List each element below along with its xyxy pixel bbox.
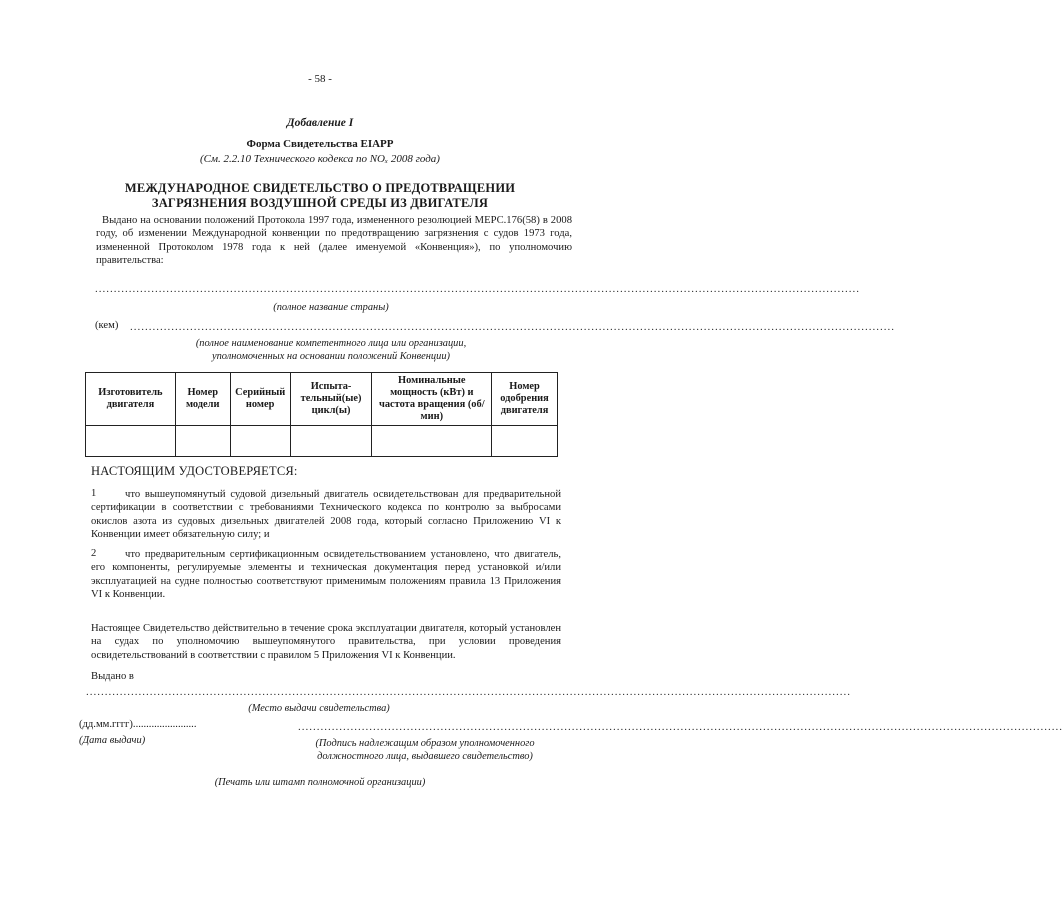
by-label: (кем): [95, 320, 119, 331]
certificate-title-line-1: МЕЖДУНАРОДНОЕ СВИДЕТЕЛЬСТВО О ПРЕДОТВРАЩЕНИИ: [124, 181, 516, 195]
issued-at-label: Выдано в: [91, 671, 134, 682]
table-cell[interactable]: [230, 426, 290, 457]
table-cell[interactable]: [175, 426, 230, 457]
header-model-number: Номер модели: [175, 373, 230, 426]
intro-paragraph: Выдано на основании положений Протокола 1997 года, измененного резолюцией МЕРС.176(58) в 2008 году, об изменении Международной конвенции по предотвращению загрязнения с судов 1973 года, измененной Протоколом 1978 года к ней (далее именуемой «Конвенция»), по уполномочию правительства:: [96, 215, 572, 267]
engine-data-table: [85, 372, 558, 457]
place-note: (Место выдачи свидетельства): [248, 703, 390, 714]
item-2-text: что предварительным сертификационным освидетельствованием установлено, что двигатель, его компоненты, регулируемые элементы и техническая документация перед установкой и/или эксплуатацией на судне полностью соответствуют применимым положениям правила 13 Приложения VI к Конвенции.: [91, 549, 561, 601]
item-1-number: 1: [91, 488, 97, 499]
header-test-cycle: Испыта- тельный(ые) цикл(ы): [290, 373, 372, 426]
appendix-heading: Добавление I: [286, 117, 354, 129]
signature-note-line-1: (Подпись надлежащим образом уполномоченного: [315, 738, 535, 749]
header-serial-number: Серийный номер: [230, 373, 290, 426]
table-cell[interactable]: [372, 426, 492, 457]
header-rated-power-speed: Номинальные мощность (кВт) и частота вращения (об/мин): [372, 373, 492, 426]
authority-line: ............................................................................................................................................................................................................: [130, 321, 895, 333]
certificate-title-line-2: ЗАГРЯЗНЕНИЯ ВОЗДУШНОЙ СРЕДЫ ИЗ ДВИГАТЕЛЯ: [151, 196, 489, 210]
certificate-title: [90, 181, 550, 211]
signature-line: ............................................................................................................................................................................................................: [298, 721, 1063, 733]
country-note: (полное название страны): [273, 302, 389, 313]
header-approval-number: Номер одобрения двигателя: [492, 373, 558, 426]
table-cell[interactable]: [86, 426, 176, 457]
place-line: ............................................................................................................................................................................................................: [86, 686, 851, 698]
item-2-number: 2: [91, 548, 97, 559]
authority-note-line-2: уполномоченных на основании положений Конвенции): [212, 351, 450, 362]
page-number: - 58 -: [308, 73, 332, 85]
table-cell[interactable]: [290, 426, 372, 457]
date-note: (Дата выдачи): [79, 735, 146, 746]
signature-note: [290, 737, 560, 763]
item-1-text: что вышеупомянутый судовой дизельный двигатель освидетельствован для предварительной сертификации в соответствии с требованиями Технического кодекса по контролю за выбросами окислов азота из судовых дизельных двигателей 2008 года, который согласно Приложению VI к Конвенции имеет обязательную силу; и: [91, 489, 561, 541]
table-row: [86, 426, 558, 457]
signature-note-line-2: должностного лица, выдавшего свидетельство): [317, 751, 533, 762]
authority-note-line-1: (полное наименование компетентного лица или организации,: [195, 338, 467, 349]
table-header-row: [86, 373, 558, 426]
header-manufacturer: Изготовитель двигателя: [86, 373, 176, 426]
form-reference: (См. 2.2.10 Технического кодекса по NOₓ 2008 года): [200, 153, 440, 165]
date-field: (дд.мм.гггг)........................: [79, 719, 197, 730]
table-cell[interactable]: [492, 426, 558, 457]
authority-note: [95, 337, 567, 363]
form-title: Форма Свидетельства EIAPP: [246, 138, 394, 150]
hereby-heading: НАСТОЯЩИМ УДОСТОВЕРЯЕТСЯ:: [91, 464, 298, 478]
stamp-note: (Печать или штамп полномочной организации): [214, 777, 426, 788]
validity-paragraph: Настоящее Свидетельство действительно в течение срока эксплуатации двигателя, который установлен на судах по уполномочию вышеупомянутого правительства, при условии проведения освидетельствований в соответствии с правилом 5 Приложения VI к Конвенции.: [91, 623, 561, 661]
country-line: ............................................................................................................................................................................................................: [95, 283, 860, 295]
